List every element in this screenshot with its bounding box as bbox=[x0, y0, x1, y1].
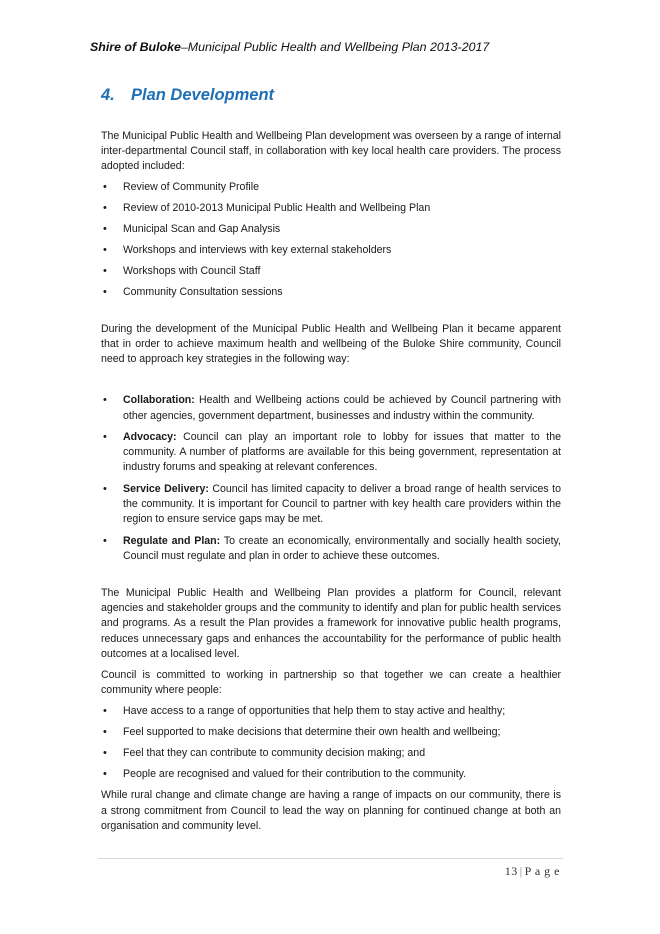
list-item: • Workshops with Council Staff bbox=[101, 264, 561, 279]
commitment-list bbox=[101, 704, 561, 782]
list-item: • Review of Community Profile bbox=[101, 180, 561, 195]
header-doc-title: –Municipal Public Health and Wellbeing Plan 2013-2017 bbox=[180, 40, 490, 54]
list-item: • People are recognised and valued for their contribution to the community. bbox=[101, 767, 561, 782]
list-item: • Have access to a range of opportunities that help them to stay active and healthy; bbox=[101, 704, 561, 719]
page-footer bbox=[430, 864, 560, 879]
list-item bbox=[101, 534, 561, 564]
section-heading bbox=[101, 86, 274, 105]
page-number: 13 bbox=[504, 864, 518, 878]
list-item: • Review of 2010-2013 Municipal Public Health and Wellbeing Plan bbox=[101, 201, 561, 216]
list-item: • Feel supported to make decisions that determine their own health and wellbeing; bbox=[101, 725, 561, 740]
list-item: • Municipal Scan and Gap Analysis bbox=[101, 222, 561, 237]
strategy-text: To create an economically, environmentally and socially health society, Council must regulate and plan in order to achieve these outcomes. bbox=[123, 534, 562, 562]
running-header bbox=[90, 40, 570, 54]
strategy-text: Health and Wellbeing actions could be achieved by Council partnering with other agencies, government department, businesses and industry within the community. bbox=[123, 394, 561, 422]
strategies-list bbox=[101, 393, 561, 564]
footer-separator: | bbox=[519, 864, 523, 878]
intro-paragraph: The Municipal Public Health and Wellbeing Plan development was overseen by a range of internal inter-departmental Council staff, in collaboration with key local health care providers. The process adopted included: bbox=[101, 130, 561, 173]
list-item bbox=[101, 430, 561, 476]
closing-paragraph: While rural change and climate change are having a range of impacts on our community, there is a strong commitment from Council to lead the way on planning for continued change at both an organisation and community level. bbox=[101, 789, 561, 832]
body-content bbox=[101, 129, 561, 834]
list-item bbox=[101, 482, 561, 528]
strategy-term: Regulate and Plan: bbox=[123, 534, 221, 547]
strategy-text: Council can play an important role to lobby for issues that matter to the community. A number of platforms are available for this being government, representation at industry forums and speaking at relevant conferences. bbox=[123, 431, 561, 474]
strategy-term: Service Delivery: bbox=[123, 482, 209, 495]
footer-divider bbox=[98, 858, 563, 859]
strategy-text: Council has limited capacity to deliver a broad range of health services to the community. It is important for Council to partner with key health care providers within the region to ensure service gaps may be met. bbox=[123, 482, 561, 526]
list-item: • Workshops and interviews with key external stakeholders bbox=[101, 243, 561, 258]
process-list bbox=[101, 180, 561, 300]
section-number: 4. bbox=[101, 86, 115, 104]
header-org: Shire of Buloke bbox=[90, 40, 181, 54]
list-item: • Feel that they can contribute to community decision making; and bbox=[101, 746, 561, 761]
section-title: Plan Development bbox=[131, 86, 275, 104]
list-item: • Community Consultation sessions bbox=[101, 285, 561, 300]
platform-paragraph: The Municipal Public Health and Wellbeing Plan provides a platform for Council, relevant agencies and stakeholder groups and the community to identify and plan for public health services and programs. As a result the Plan provides a framework for innovative public health programs, reduces unnecessary gaps and enhances the accountability for the performance of public health outcomes at a localised level. bbox=[101, 587, 561, 660]
list-item bbox=[101, 393, 561, 423]
page-label: P a g e bbox=[524, 864, 560, 878]
strategies-paragraph: During the development of the Municipal Public Health and Wellbeing Plan it became apparent that in order to achieve maximum health and wellbeing of the Buloke Shire community, Council need to approach key strategies in the following way: bbox=[101, 322, 561, 366]
strategy-term: Advocacy: bbox=[123, 431, 177, 443]
strategy-term: Collaboration: bbox=[123, 394, 195, 407]
commitment-paragraph: Council is committed to working in partnership so that together we can create a healthier community where people: bbox=[101, 669, 561, 697]
